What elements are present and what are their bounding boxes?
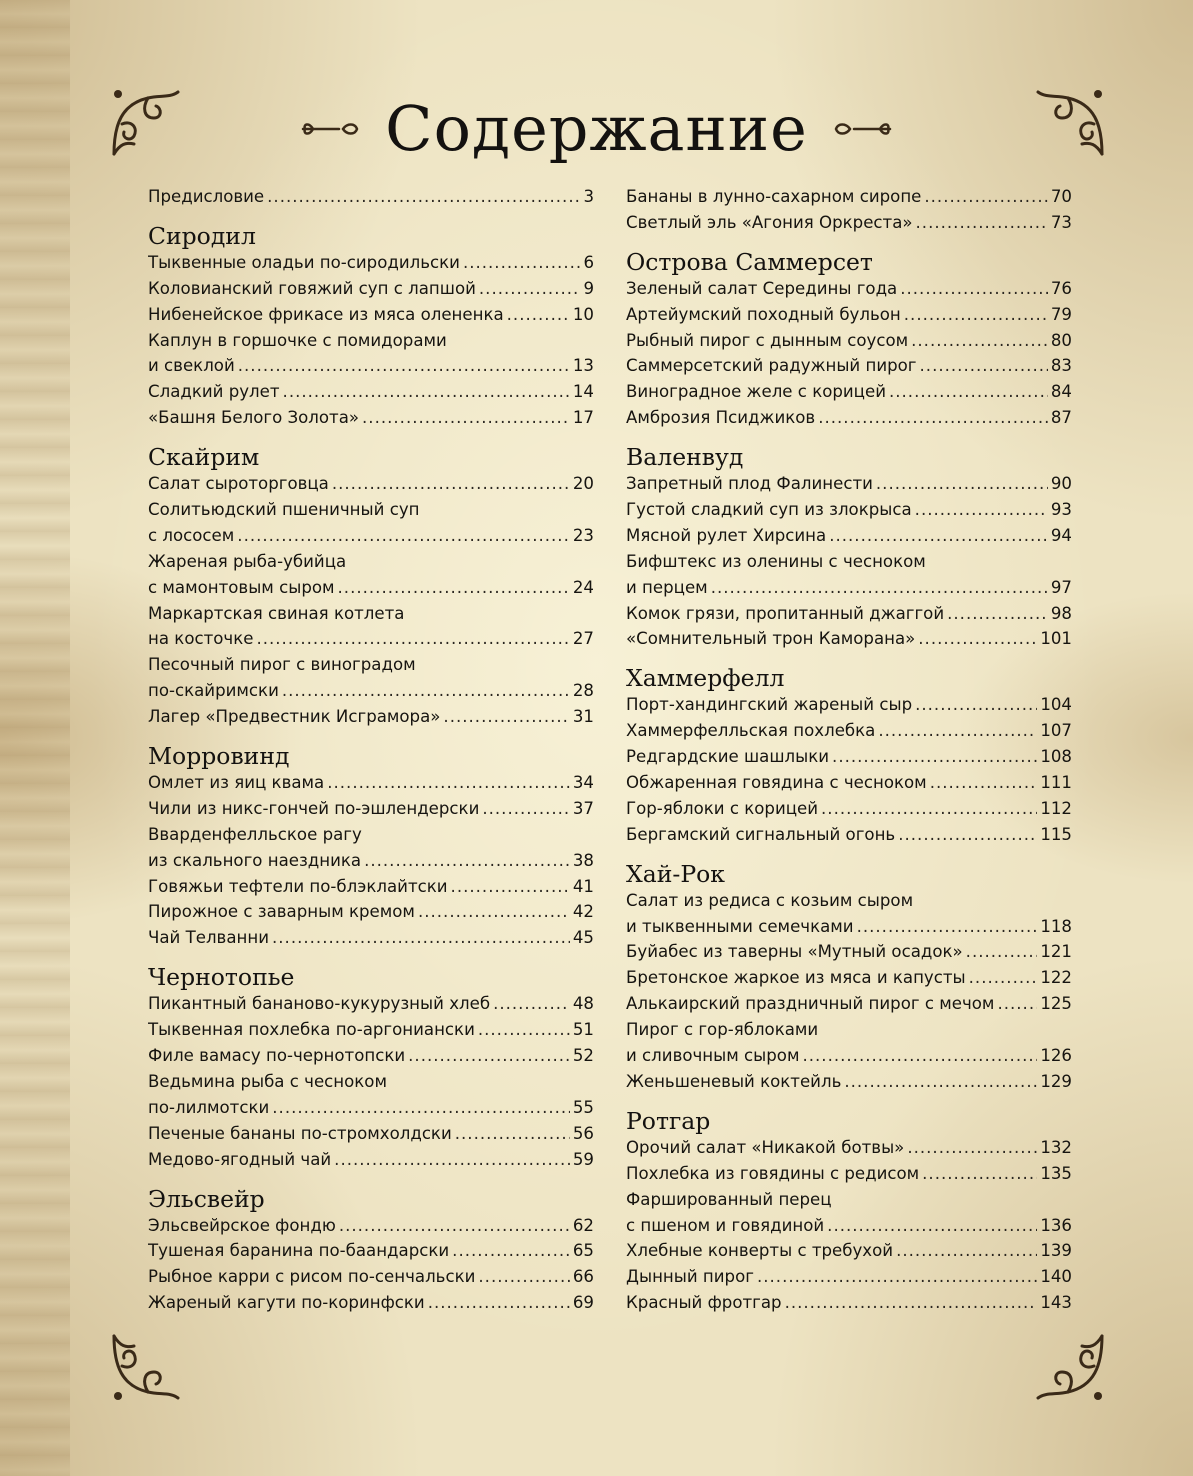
- toc-page-number: 135: [1040, 1163, 1072, 1183]
- toc-entry[interactable]: [626, 626, 1072, 652]
- dot-leader: [785, 1290, 1038, 1316]
- toc-entry[interactable]: [626, 1213, 1072, 1239]
- toc-entry-text: Медово-ягодный чай: [148, 1149, 332, 1169]
- toc-entry-text: Виноградное желе с корицей: [626, 382, 886, 402]
- toc-entry-text: Коловианский говяжий суп с лапшой: [148, 278, 476, 298]
- dot-leader: [479, 276, 581, 302]
- toc-page-number: 24: [572, 577, 594, 597]
- toc-page-number: 73: [1050, 212, 1072, 232]
- toc-page-number: 80: [1050, 330, 1072, 350]
- section-heading: Острова Саммерсет: [626, 247, 873, 276]
- toc-entry[interactable]: [626, 328, 1072, 354]
- toc-entry-text: Обжаренная говядина с чесноком: [626, 773, 927, 793]
- dot-leader: [711, 575, 1048, 601]
- toc-entry-text: Тыквенные оладьи по-сиродильски: [148, 252, 460, 272]
- section-heading: Чернотопье: [148, 963, 295, 992]
- toc-page-number: 45: [572, 928, 594, 948]
- toc-entry-text: Женьшеневый коктейль: [626, 1071, 842, 1091]
- toc-entry-text: на косточке: [148, 629, 254, 649]
- toc-entry-text: Бретонское жаркое из мяса и капусты: [626, 968, 966, 988]
- toc-page-number: 9: [583, 278, 594, 298]
- toc-entry-text: с мамонтовым сыром: [148, 577, 335, 597]
- dot-leader: [256, 626, 569, 652]
- toc-entry[interactable]: [626, 1238, 1072, 1264]
- toc-entry[interactable]: [148, 471, 594, 497]
- toc-entry-text: Орочий салат «Никакой ботвы»: [626, 1137, 905, 1157]
- toc-page-number: 70: [1050, 187, 1072, 206]
- toc-entry[interactable]: [148, 704, 594, 730]
- toc-entry-text: Эльсвейрское фондю: [148, 1215, 336, 1235]
- dot-leader: [876, 471, 1048, 497]
- dot-leader: [283, 379, 570, 405]
- dot-leader: [915, 692, 1037, 718]
- toc-entry[interactable]: [626, 1069, 1072, 1095]
- toc-entry[interactable]: [148, 379, 594, 405]
- toc-page-number: 65: [572, 1241, 594, 1261]
- dot-leader: [362, 405, 570, 431]
- toc-entry[interactable]: [626, 718, 1072, 744]
- toc-column-right: [626, 184, 1072, 1316]
- dot-leader: [478, 1264, 569, 1290]
- toc-entry-text: Порт-хандингский жареный сыр: [626, 695, 913, 715]
- toc-entry[interactable]: [626, 744, 1072, 770]
- toc-page-number: 93: [1050, 500, 1072, 520]
- toc-entry[interactable]: [626, 353, 1072, 379]
- toc-entry[interactable]: [626, 497, 1072, 523]
- corner-ornament-icon: [1032, 1330, 1108, 1406]
- toc-entry-text: Саммерсетский радужный пирог: [626, 356, 917, 376]
- toc-entry-text: Редгардские шашлыки: [626, 747, 830, 767]
- toc-entry-text: и перцем: [626, 577, 708, 597]
- toc-entry-text: Омлет из яиц квама: [148, 773, 325, 793]
- toc-entry[interactable]: [626, 1161, 1072, 1187]
- toc-entry-text: Алькаирский праздничный пирог с мечом: [626, 994, 995, 1014]
- toc-entry[interactable]: [148, 405, 594, 431]
- toc-page-number: 115: [1040, 824, 1072, 844]
- toc-page-number: 62: [572, 1215, 594, 1235]
- toc-entry-text: Пикантный бананово-кукурузный хлеб: [148, 994, 491, 1014]
- toc-page-number: 52: [572, 1046, 594, 1066]
- dot-leader: [282, 678, 570, 704]
- toc-page-number: 108: [1040, 747, 1072, 767]
- toc-entry-text: по-лилмотски: [148, 1097, 270, 1117]
- toc-entry-text: Буйабес из таверны «Мутный осадок»: [626, 942, 963, 962]
- toc-entry-text: Бифштекс из оленины с чесноком: [626, 551, 926, 571]
- toc-page-number: 101: [1040, 629, 1072, 649]
- toc-entry[interactable]: [148, 925, 594, 951]
- toc-entry[interactable]: [626, 379, 1072, 405]
- toc-entry-text: Вварденфелльское рагу: [148, 824, 362, 844]
- toc-entry-text: Мясной рулет Хирсина: [626, 525, 827, 545]
- toc-entry[interactable]: [626, 575, 1072, 601]
- toc-entry[interactable]: [148, 991, 594, 1017]
- dot-leader: [922, 1161, 1037, 1187]
- toc-entry[interactable]: [148, 302, 594, 328]
- dot-leader: [408, 1043, 570, 1069]
- dot-leader: [857, 914, 1038, 940]
- toc-entry-text: Нибенейское фрикасе из мяса олененка: [148, 304, 504, 324]
- dot-leader: [911, 328, 1048, 354]
- toc-page-number: 139: [1040, 1241, 1072, 1261]
- toc-entry-text: Говяжьи тефтели по-блэклайтски: [148, 876, 448, 896]
- toc-entry-text: Печеные бананы по-стромхолдски: [148, 1123, 452, 1143]
- dot-leader: [907, 1135, 1037, 1161]
- toc-page-number: 69: [572, 1293, 594, 1313]
- toc-entry[interactable]: [148, 1121, 594, 1147]
- toc-entry-text: Тыквенная похлебка по-аргониански: [148, 1020, 475, 1040]
- toc-page-number: 94: [1050, 525, 1072, 545]
- dot-leader: [338, 575, 570, 601]
- toc-entry[interactable]: [148, 770, 594, 796]
- toc-page-number: 55: [572, 1097, 594, 1117]
- toc-entry-text: Каплун в горшочке с помидорами: [148, 330, 447, 350]
- toc-page-number: 111: [1040, 773, 1072, 793]
- dot-leader: [364, 848, 570, 874]
- toc-page-number: 28: [572, 681, 594, 701]
- toc-page-number: 76: [1050, 278, 1072, 298]
- dot-leader: [478, 1017, 570, 1043]
- toc-entry-text: Амброзия Псиджиков: [626, 408, 816, 428]
- toc-page-number: 121: [1040, 942, 1072, 962]
- dot-leader: [418, 899, 570, 925]
- dot-leader: [818, 405, 1048, 431]
- toc-page-number: 118: [1040, 916, 1072, 936]
- toc-entry[interactable]: [626, 965, 1072, 991]
- toc-page-number: 136: [1040, 1215, 1072, 1235]
- toc-page-number: 56: [572, 1123, 594, 1143]
- toc-page-number: 27: [572, 629, 594, 649]
- toc-entry-text: Рыбный пирог с дынным соусом: [626, 330, 909, 350]
- toc-page-number: 48: [572, 994, 594, 1014]
- toc-entry-text: Солитьюдский пшеничный суп: [148, 500, 420, 520]
- toc-entry[interactable]: [148, 1017, 594, 1043]
- toc-entry-text: «Сомнительный трон Каморана»: [626, 629, 916, 649]
- dot-leader: [455, 1121, 570, 1147]
- toc-entry-text: Зеленый салат Середины года: [626, 278, 898, 298]
- toc-entry[interactable]: [626, 939, 1072, 965]
- toc-page-number: 66: [572, 1267, 594, 1287]
- toc-page-number: 132: [1040, 1137, 1072, 1157]
- toc-page-number: 10: [572, 304, 594, 324]
- toc-page-number: 104: [1040, 695, 1072, 715]
- toc-page-number: 14: [572, 382, 594, 402]
- toc-entry[interactable]: [626, 302, 1072, 328]
- toc-entry-text: «Башня Белого Золота»: [148, 408, 360, 428]
- toc-page-number: 37: [572, 798, 594, 818]
- toc-entry-text: Гор-яблоки с корицей: [626, 798, 819, 818]
- toc-entry-text: Бананы в лунно-сахарном сиропе: [626, 187, 922, 206]
- toc-page-number: 125: [1040, 994, 1072, 1014]
- toc-entry-text: Хаммерфелльская похлебка: [626, 721, 876, 741]
- toc-entry[interactable]: [148, 276, 594, 302]
- toc-entry[interactable]: [626, 405, 1072, 431]
- dot-leader: [757, 1264, 1037, 1290]
- section-heading: Эльсвейр: [148, 1184, 265, 1213]
- toc-entry-text: Артейумский походный бульон: [626, 304, 901, 324]
- toc-entry-text: Маркартская свиная котлета: [148, 603, 405, 623]
- title-block: [0, 84, 1193, 174]
- toc-entry-text: и тыквенными семечками: [626, 916, 854, 936]
- dot-leader: [493, 991, 570, 1017]
- dot-leader: [904, 302, 1048, 328]
- dot-leader: [272, 1095, 570, 1121]
- title-flourish-right-icon: [830, 118, 894, 140]
- toc-entry-text: Филе вамасу по-чернотопски: [148, 1046, 406, 1066]
- toc-entry[interactable]: [626, 1135, 1072, 1161]
- toc-entry-text: с лососем: [148, 525, 235, 545]
- toc-entry-text: Предисловие: [148, 187, 265, 206]
- toc-entry-text: Жареная рыба-убийца: [148, 551, 347, 571]
- dot-leader: [443, 704, 569, 730]
- corner-ornament-icon: [108, 1330, 184, 1406]
- toc-page-number: 42: [572, 902, 594, 922]
- toc-page-number: 98: [1050, 603, 1072, 623]
- toc-entry-text: Ведьмина рыба с чесноком: [148, 1071, 387, 1091]
- dot-leader: [832, 744, 1037, 770]
- toc-page-number: 59: [572, 1149, 594, 1169]
- dot-leader: [827, 1213, 1037, 1239]
- dot-leader: [966, 939, 1038, 965]
- toc-entry[interactable]: [626, 523, 1072, 549]
- toc-page-number: 23: [572, 525, 594, 545]
- toc-entry[interactable]: [626, 914, 1072, 940]
- dot-leader: [463, 250, 581, 276]
- toc-page-number: 34: [572, 773, 594, 793]
- toc-entry-text: Комок грязи, пропитанный джаггой: [626, 603, 945, 623]
- toc-page-number: 112: [1040, 798, 1072, 818]
- toc-column-left: [148, 184, 594, 1316]
- toc-entry-text: и сливочным сыром: [626, 1046, 800, 1066]
- toc-entry[interactable]: [148, 678, 594, 704]
- toc-entry[interactable]: [148, 874, 594, 900]
- toc-page-number: 6: [583, 252, 594, 272]
- dot-leader: [915, 497, 1048, 523]
- toc-entry[interactable]: [626, 770, 1072, 796]
- toc-page-number: 87: [1050, 408, 1072, 428]
- toc-entry-text: Салат из редиса с козьим сыром: [626, 890, 914, 910]
- dot-leader: [889, 379, 1048, 405]
- toc-entry-text: Бергамский сигнальный огонь: [626, 824, 896, 844]
- toc-entry[interactable]: [148, 626, 594, 652]
- toc-entry-text: Жареный кагути по-коринфски: [148, 1293, 425, 1313]
- toc-entry-text: по-скайримски: [148, 681, 279, 701]
- toc-entry[interactable]: [148, 353, 594, 379]
- dot-leader: [237, 523, 570, 549]
- toc-page-number: 3: [583, 187, 594, 206]
- dot-leader: [896, 1238, 1037, 1264]
- dot-leader: [898, 822, 1037, 848]
- toc-entry[interactable]: [148, 523, 594, 549]
- toc-page-number: 90: [1050, 474, 1072, 494]
- dot-leader: [969, 965, 1038, 991]
- dot-leader: [428, 1290, 570, 1316]
- toc-entry-text: Дынный пирог: [626, 1267, 754, 1287]
- dot-leader: [451, 874, 570, 900]
- toc-entry[interactable]: [148, 1290, 594, 1316]
- toc-entry-text: Тушеная баранина по-баандарски: [148, 1241, 450, 1261]
- toc-entry[interactable]: [626, 692, 1072, 718]
- toc-page-number: 17: [572, 408, 594, 428]
- toc-entry-text: Фаршированный перец: [626, 1189, 832, 1209]
- toc-page-number: 13: [572, 356, 594, 376]
- toc-entry-text: из скального наездника: [148, 850, 362, 870]
- toc-entry-text: Похлебка из говядины с редисом: [626, 1163, 920, 1183]
- dot-leader: [924, 184, 1048, 210]
- toc-entry[interactable]: [626, 601, 1072, 627]
- dot-leader: [802, 1043, 1037, 1069]
- toc-entry[interactable]: [626, 822, 1072, 848]
- toc-page-number: 129: [1040, 1071, 1072, 1091]
- section-heading: Скайрим: [148, 443, 260, 472]
- dot-leader: [272, 925, 570, 951]
- toc-entry[interactable]: [148, 1095, 594, 1121]
- dot-leader: [918, 626, 1037, 652]
- toc-page-number: 41: [572, 876, 594, 896]
- dot-leader: [878, 718, 1037, 744]
- toc-entry-text: Пирог с гор-яблоками: [626, 1020, 819, 1040]
- dot-leader: [844, 1069, 1037, 1095]
- page-edge-texture: [0, 0, 70, 1476]
- toc-entry[interactable]: [148, 1238, 594, 1264]
- toc-entry-text: Рыбное карри с рисом по-сенчальски: [148, 1267, 476, 1287]
- dot-leader: [332, 471, 570, 497]
- dot-leader: [452, 1238, 570, 1264]
- toc-page-number: 51: [572, 1020, 594, 1040]
- toc-entry[interactable]: [148, 1264, 594, 1290]
- dot-leader: [930, 770, 1038, 796]
- toc-page-number: 20: [572, 474, 594, 494]
- toc-entry[interactable]: [148, 848, 594, 874]
- toc-entry-text: Лагер «Предвестник Исграмора»: [148, 707, 441, 727]
- toc-page-number: 84: [1050, 382, 1072, 402]
- toc-entry[interactable]: [148, 575, 594, 601]
- section-heading: Морровинд: [148, 742, 290, 771]
- dot-leader: [334, 1147, 570, 1173]
- dot-leader: [900, 276, 1048, 302]
- toc-entry-text: Сладкий рулет: [148, 382, 280, 402]
- toc-page-number: 126: [1040, 1046, 1072, 1066]
- toc-page-number: 83: [1050, 356, 1072, 376]
- dot-leader: [829, 523, 1048, 549]
- toc-entry[interactable]: [148, 184, 594, 210]
- toc-page-number: 143: [1040, 1293, 1072, 1313]
- toc-entry[interactable]: [626, 184, 1072, 210]
- toc-entry-text: Чили из никс-гончей по-эшлендерски: [148, 798, 480, 818]
- toc-entry[interactable]: [626, 276, 1072, 302]
- toc-entry-text: Чай Телванни: [148, 928, 269, 948]
- page-title: Содержание: [385, 92, 808, 165]
- toc-page-number: 97: [1050, 577, 1072, 597]
- dot-leader: [267, 184, 580, 210]
- section-heading: Валенвуд: [626, 443, 744, 472]
- toc-page-number: 107: [1040, 721, 1072, 741]
- dot-leader: [482, 796, 570, 822]
- toc-page-number: 122: [1040, 968, 1072, 988]
- toc-entry-text: Салат сыроторговца: [148, 474, 329, 494]
- toc-entry[interactable]: [626, 1290, 1072, 1316]
- toc-entry-text: и свеклой: [148, 356, 235, 376]
- title-flourish-left-icon: [299, 118, 363, 140]
- dot-leader: [947, 601, 1048, 627]
- section-heading: Хаммерфелл: [626, 664, 785, 693]
- toc-entry-text: Песочный пирог с виноградом: [148, 655, 416, 675]
- toc-entry-text: с пшеном и говядиной: [626, 1215, 825, 1235]
- toc-entry[interactable]: [148, 1213, 594, 1239]
- toc-entry[interactable]: [626, 1264, 1072, 1290]
- toc-entry-text: Хлебные конверты с требухой: [626, 1241, 894, 1261]
- toc-page-number: 31: [572, 707, 594, 727]
- toc-entry[interactable]: [148, 1043, 594, 1069]
- toc-entry[interactable]: [626, 471, 1072, 497]
- toc-entry-text: Светлый эль «Агония Оркреста»: [626, 212, 913, 232]
- toc-entry[interactable]: [626, 796, 1072, 822]
- toc-entry-text: Запретный плод Фалинести: [626, 474, 873, 494]
- dot-leader: [507, 302, 570, 328]
- toc-entry[interactable]: [626, 1043, 1072, 1069]
- toc-entry-text: Красный фротгар: [626, 1293, 782, 1313]
- toc-entry[interactable]: [626, 991, 1072, 1017]
- section-heading: Ротгар: [626, 1106, 711, 1135]
- toc-entry[interactable]: [148, 796, 594, 822]
- dot-leader: [920, 353, 1048, 379]
- dot-leader: [997, 991, 1037, 1017]
- toc-entry[interactable]: [148, 899, 594, 925]
- toc-entry[interactable]: [148, 1147, 594, 1173]
- section-heading: Сиродил: [148, 221, 256, 250]
- dot-leader: [916, 210, 1048, 236]
- toc-page-number: 79: [1050, 304, 1072, 324]
- toc-entry[interactable]: [626, 210, 1072, 236]
- toc-entry-text: Пирожное с заварным кремом: [148, 902, 415, 922]
- dot-leader: [821, 796, 1037, 822]
- dot-leader: [339, 1213, 570, 1239]
- section-heading: Хай-Рок: [626, 859, 725, 888]
- dot-leader: [238, 353, 570, 379]
- toc-page-number: 38: [572, 850, 594, 870]
- dot-leader: [327, 770, 570, 796]
- toc-entry-text: Густой сладкий суп из злокрыса: [626, 500, 912, 520]
- toc-page-number: 140: [1040, 1267, 1072, 1287]
- toc-entry[interactable]: [148, 250, 594, 276]
